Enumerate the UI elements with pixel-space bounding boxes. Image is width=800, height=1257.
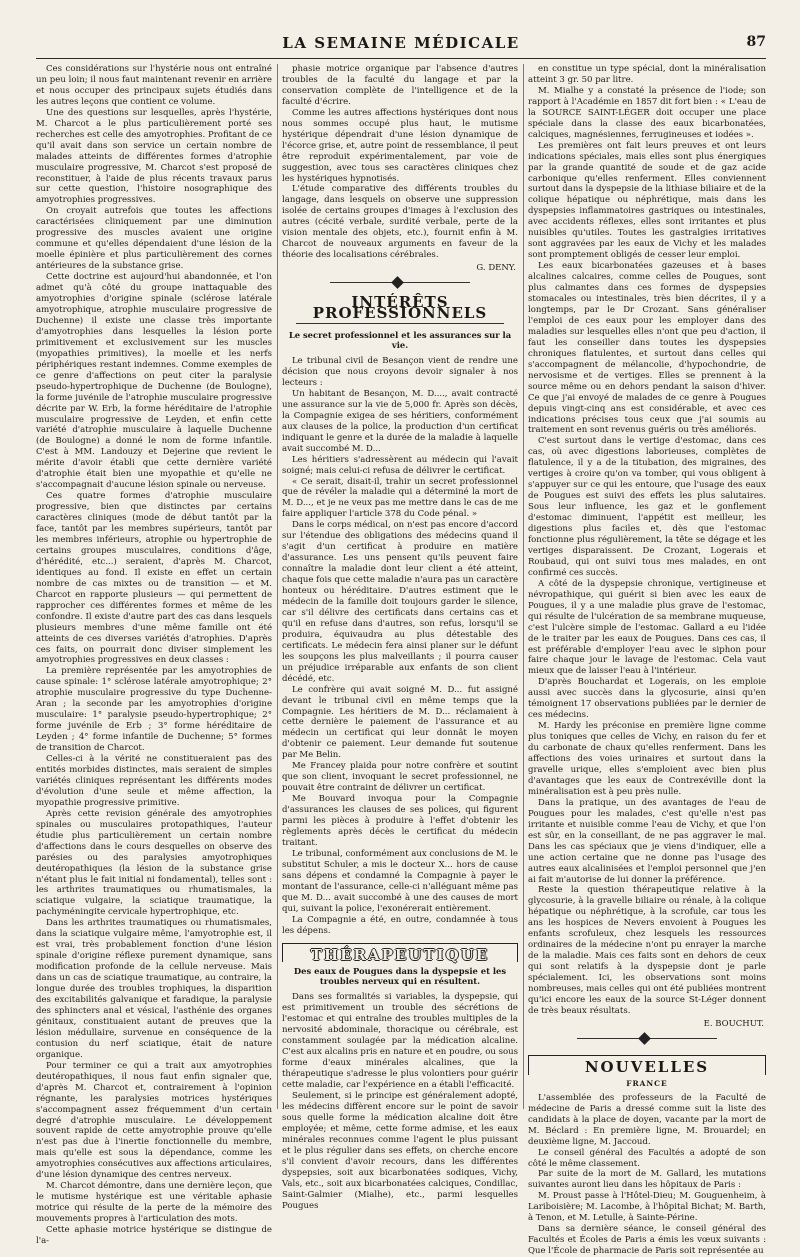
- ornament-divider: [577, 1038, 717, 1049]
- paragraph: Cette aphasie motrice hystérique se distingue de l'a-: [36, 1225, 272, 1246]
- paragraph: Me Francey plaida pour notre confrère et soutint que son client, invoquant le secret professionnel, ne pouvait être contraint de délivrer un certificat.: [282, 761, 518, 794]
- paragraph: Me Bouvard invoqua pour la Compagnie d'assurances les clauses de ses polices, qui figurent parmi les pièces à produire à l'effet d'obtenir les règlements après décès le certificat du médecin traitant.: [282, 794, 518, 848]
- paragraph: phasie motrice organique par l'absence d'autres troubles de la faculté du langage et par la conservation complète de l'intelligence et de la faculté d'écrire.: [282, 64, 518, 107]
- paragraph: La Compagnie a été, en outre, condamnée à tous les dépens.: [282, 914, 518, 936]
- paragraph: Seulement, si le principe est généralement adopté, les médecins diffèrent encore sur le point de savoir sous quelle forme la médication alcaline doit être employée; et même, cette forme admise, et les eaux minérales reconnues comme l'agent le plus puissant et le plus régulier dans ses effets, on cherche encore s'il convient d'avoir recours, dans les différentes dyspepsies, soit aux bicarbonatées sodiques, Vichy, Vals, etc., soit aux bicarbonatées calciques, Condillac, Saint-Galmier (Mialhe), etc., parmi lesquelles Pougues: [282, 1091, 518, 1211]
- paragraph: Le tribunal, conformément aux conclusions de M. le substitut Schuler, a mis le docteur X... hors de cause sans dépens et condamné la Compagnie à payer le montant de l'assurance, celle-ci n'alléguant même pas que M. D... avait succombé à une des causes de mort qui, suivant la police, l'exonérerait entièrement.: [282, 848, 518, 914]
- paragraph: Ces considérations sur l'hystérie nous ont entraîné un peu loin; il nous faut maintenant revenir en arrière et nous occuper des principaux sujets étudiés dans les autres leçons que contient ce volume.: [36, 64, 272, 107]
- paragraph: Dans le corps médical, on n'est pas encore d'accord sur l'étendue des obligations des médecins quand il s'agit d'un certificat à produire en matière d'assurance. Les uns pensent qu'ils peuvent faire connaître la maladie dont leur client a été atteint, chaque fois que cette maladie n'aura pas un caractère honteux ou héréditaire. D'autres estiment que le médecin de la famille doit toujours garder le silence, car s'il délivre des certificats dans certains cas et qu'il en refuse dans d'autres, son refus, lorsqu'il se produira, équivaudra au plus détestable des certificats. Le médecin fera ainsi planer sur le défunt les soupçons les plus malveillants ; il pourra causer un préjudice irréparable aux enfants de son client décédé, etc.: [282, 520, 518, 684]
- column-3: [528, 64, 766, 1257]
- article-signature: E. BOUCHUT.: [703, 1018, 764, 1029]
- paragraph: Dans ses formalités si variables, la dyspepsie, qui est primitivement un trouble des sécrétions de l'estomac et qui entraîne des troubles multiples de la nervosité abdominale, thoracique ou cérébrale, est constamment soulagée par la médication alcaline. C'est aux alcalins pris en nature et en poudre, ou sous forme d'eaux minérales alcalines, que la thérapeutique s'adresse le plus volontiers pour guérir cette maladie, car l'expérience en a établi l'efficacité.: [282, 992, 518, 1091]
- paragraph: Dans la pratique, un des avantages de l'eau de Pougues pour les malades, c'est qu'elle n'est pas irritante et nuisible comme l'eau de Vichy, et que l'on est sûr, en la conseillant, de ne pas aggraver le mal. Dans les cas spéciaux que je viens d'indiquer, elle a une action certaine que ne donne pas l'usage des autres eaux alcalinisées et l'emploi personnel que j'en ai fait m'autorise de lui donner la préférence.: [528, 797, 766, 885]
- article-title: Le secret professionnel et les assurances sur la vie.: [288, 330, 512, 351]
- paragraph: Les premières ont fait leurs preuves et ont leurs indications spéciales, mais elles sont plus énergiques par la grande quantité de soude et de gaz acide carbonique qu'elles renferment. Elles conviennent surtout dans la dyspepsie de la lithiase biliaire et de la colique hépatique ou néphrétique, mais dans les dyspepsies inflammatoires gastriques ou intestinales, avec accidents réflexes, elles sont irritantes et plus nuisibles qu'utiles. Toutes les gastralgies irritatives sont aggravées par les eaux de Vichy et les malades sont promptement obligés de cesser leur emploi.: [528, 140, 766, 261]
- paragraph: D'après Bouchardat et Logerais, on les emploie aussi avec succès dans la glycosurie, ainsi qu'en témoignent 17 observations publiées par le dernier de ces médecins.: [528, 677, 766, 721]
- paragraph: en constitue un type spécial, dont la minéralisation atteint 3 gr. 50 par litre.: [528, 64, 766, 85]
- paragraph: Après cette revision générale des amyotrophies spinales ou musculaires protopathiques, l'auteur étudie plus particulièrement un certain nombre d'affections dans le cours desquelles on observe des parésies ou des paralysies amyotrophiques deutéropathiques (la lésion de la substance grise n'étant plus le fait initial ni fondamental), telles sont : les arthrites traumatiques ou rhumatismales, la sciatique vulgaire, la sciatique traumatique, la pachyméningite cervicale hypertrophique, etc.: [36, 808, 272, 918]
- paragraph: L'assemblée des professeurs de la Faculté de médecine de Paris a dressé comme suit la liste des candidats à la place de doyen, vacante par la mort de M. Béclard : En première ligne, M. Brouardel; en deuxième ligne, M. Jaccoud.: [528, 1092, 766, 1147]
- paragraph: Un habitant de Besançon, M. D...., avait contracté une assurance sur la vie de 5,000 fr. Après son décès, la Compagnie exigea de ses héritiers, conformément aux clauses de la police, la production d'un certificat indiquant le genre et la durée de la maladie à laquelle avait succombé M. D...: [282, 388, 518, 454]
- article-signature: G. DENY.: [476, 263, 516, 274]
- news-country-heading: FRANCE: [626, 1078, 668, 1088]
- paragraph: A côté de la dyspepsie chronique, vertigineuse et névropathique, qui guérit si bien avec les eaux de Pougues, il y a une maladie plus grave de l'estomac, qui résulte de l'ulcération de sa membrane muqueuse, c'est l'ulcère simple de l'estomac. Gallard a eu l'idée de le traiter par les eaux de Pougues. Dans ces cas, il est préférable d'employer l'eau avec le siphon pour faire chaque jour le lavage de l'estomac. Cela vaut mieux que de laisser l'eau à l'intérieur.: [528, 578, 766, 677]
- paragraph: L'étude comparative des différents troubles du langage, dans lesquels on observe une suppression isolée de certains groupes d'images à l'exclusion des autres (cécité verbale, surdité verbale, perte de la vision mentale des objets, etc.), fournit enfin à M. Charcot de nouveaux arguments en faveur de la théorie des localisations cérébrales.: [282, 184, 518, 261]
- column-divider-1: [277, 64, 278, 1109]
- column-1: [36, 64, 272, 1246]
- section-rule: [296, 323, 504, 324]
- paragraph: Ces quatre formes d'atrophie musculaire progressive, bien que distinctes par certains caractères cliniques (mode de début tantôt par la face, tantôt par les membres supérieurs, tantôt par les membres inférieurs, atrophie ou hypertrophie de certains groupes musculaires, conditions d'âge, d'hérédité, etc...) seraient, d'après M. Charcot, identiques au fond. Il existe en effet un certain nombre de cas mixtes ou de transition — et M. Charcot en rapporte plusieurs — qui permettent de rapprocher ces différentes formes et même de les confondre. Il existe d'autre part des cas dans lesquels plusieurs membres d'une même famille ont été atteints de ces diverses variétés d'atrophies. D'après ces faits, on pourrait donc diviser simplement les amyotrophies progressives en deux classes :: [36, 491, 272, 666]
- paragraph: Par suite de la mort de M. Gallard, les mutations suivantes auront lieu dans les hôpitaux de Paris :: [528, 1169, 766, 1191]
- section-title: INTÉRÊTS PROFESSIONNELS: [312, 293, 488, 323]
- paragraph: Dans les arthrites traumatiques ou rhumatismales, dans la sciatique vulgaire même, l'amyotrophie est, il est vrai, très probablement fonction d'une lésion spinale d'origine réflexe purement dynamique, sans modification profonde de la cellule nerveuse. Mais dans un cas de sciatique traumatique, au contraire, la longue durée des troubles trophiques, la disparition des excitabilités galvanique et faradique, la paralysie des sphincters anal et vésical, l'asthénie des organes génitaux, constituaient autant de preuves que la lésion médullaire, survenue en conséquence de la contusion du nerf sciatique, était de nature organique.: [36, 918, 272, 1060]
- paragraph: Celles-ci à la vérité ne constitueraient pas des entités morbides distinctes, mais seraient de simples variétés cliniques représentant les différents modes d'évolution d'une seule et même affection, la myopathie progressive primitive.: [36, 754, 272, 808]
- paragraph: Le conseil général des Facultés a adopté de son côté le même classement.: [528, 1147, 766, 1169]
- paragraph: Reste la question thérapeutique relative à la glycosurie, à la gravelle biliaire ou rénale, à la colique hépatique ou néphrétique, à la scrofule, car tous les ans les hospices de Nevers envoient à Pougues les enfants scrofuleux, chez lesquels les ressources ordinaires de la médecine n'ont pu enrayer la marche de la maladie. Mais ces faits sont en dehors de ceux qui sont relatifs à la dyspepsie dont je parle spécialement. Ici, les observations sont moins nombreuses, mais celles qui ont été publiées montrent qu'ici encore les eaux de la source St-Léger donnent de très beaux résultats.: [528, 885, 766, 1016]
- paragraph: Cette doctrine est aujourd'hui abandonnée, et l'on admet qu'à côté du groupe inattaquable des amyotrophies d'origine spinale (sclérose latérale amyotrophique, atrophie musculaire progressive de Duchenne) il existe une classe très importante d'amyotrophies dans lesquelles la lésion porte primitivement et exclusivement sur les muscles (myopathies primitives), la moelle et les nerfs périphériques restant indemnes. Comme exemples de ce genre d'affections on peut citer la paralysie pseudo-hypertrophique de Duchenne (de Boulogne), la forme juvénile de l'atrophie musculaire progressive décrite par W. Erb, la forme héréditaire de l'atrophie musculaire progressive de Leyden, et enfin cette variété d'atrophie musculaire à laquelle Duchenne (de Boulogne) a donné le nom de forme infantile. C'est à MM. Landouzy et Dejerine que revient le mérite d'avoir établi que cette dernière variété d'atrophie était bien une myopathie et qu'elle ne s'accompagnait d'aucune lésion spinale ou nerveuse.: [36, 272, 272, 491]
- article-title: Des eaux de Pougues dans la dyspepsie et les troubles nerveux qui en résultent.: [293, 966, 507, 987]
- paragraph: Le tribunal civil de Besançon vient de rendre une décision que nous croyons devoir signaler à nos lecteurs :: [282, 356, 518, 388]
- column-2: [282, 64, 518, 1211]
- paragraph: Dans sa dernière séance, le conseil général des Facultés et Écoles de Paris a émis les vœux suivants : Que l'École de pharmacie de Paris soit représentée au: [528, 1224, 766, 1257]
- paragraph: M. Mialhe y a constaté la présence de l'iode; son rapport à l'Académie en 1857 dit fort bien : « L'eau de la SOURCE SAINT-LÉGER doit occuper une place spéciale dans la classe des eaux bicarbonatées, calciques, magnésiennes, ferrugineuses et iodées ».: [528, 85, 766, 140]
- page-header: [36, 30, 766, 59]
- paragraph: M. Hardy les préconise en première ligne comme plus toniques que celles de Vichy, en raison du fer et du carbonate de chaux qu'elles renferment. Dans les affections des voies urinaires et surtout dans la gravelle urique, elles s'emploient avec bien plus d'avantages que les eaux de Contrexéville dont la minéralisation est à peu près nulle.: [528, 721, 766, 797]
- ornament-divider: [330, 282, 470, 293]
- paragraph: On croyait autrefois que toutes les affections caractérisées cliniquement par une diminution progressive des muscles avaient une origine commune et qu'elles dépendaient d'une lésion de la moelle épinière et plus particulièrement des cornes antérieures de la substance grise.: [36, 206, 272, 272]
- paragraph: « Ce serait, disait-il, trahir un secret professionnel que de révéler la maladie qui a déterminé la mort de M. D..., et je ne veux pas me mettre dans le cas de me faire appliquer l'article 378 du Code pénal. »: [282, 476, 518, 520]
- paragraph: Pour terminer ce qui a trait aux amyotrophies deutéropathiques, il nous faut enfin signaler que, d'après M. Charcot et, contrairement à l'opinion régnante, les paralysies motrices hystériques s'accompagnent assez fréquemment d'un certain degré d'atrophie musculaire. Le développement souvent rapide de cette amyotrophie prouve qu'elle n'est pas due à l'inertie fonctionnelle du membre, mais qu'elle est sous la dépendance, comme les amyotrophies consécutives aux affections articulaires, d'une lésion dynamique des centres nerveux.: [36, 1060, 272, 1181]
- paragraph: Le confrère qui avait soigné M. D... fut assigné devant le tribunal civil en même temps que la Compagnie. Les héritiers de M. D... réclamaient à cette dernière le paiement de l'assurance et au médecin un certificat qui leur donnât le moyen d'obtenir ce paiement. Leur demande fut soutenue par Me Belin.: [282, 684, 518, 761]
- paragraph: La première représentée par les amyotrophies de cause spinale: 1° sclérose latérale amyotrophique; 2° atrophie musculaire progressive du type Duchenne-Aran ; la seconde par les amyotrophies d'origine musculaire: 1° paralysie pseudo-hypertrophique; 2° forme juvénile de Erb ; 3° forme héréditaire de Leyden ; 4° forme infantile de Duchenne; 5° formes de transition de Charcot.: [36, 666, 272, 754]
- paragraph: C'est surtout dans le vertige d'estomac, dans ces cas, où avec digestions laborieuses, complètes de flatulence, il y a de la titubation, des migraines, des vertiges à croire qu'on va tomber, qui vous obligent à s'appuyer sur ce qui les entoure, que l'usage des eaux de Pougues est suivi des effets les plus salutaires. Sous leur influence, les gaz et le gonflement d'estomac diminuent, l'appétit est meilleur, les digestions plus faciles et, dès que l'estomac fonctionne plus régulièrement, la tête se dégage et les vertiges disparaissent. De Crozant, Logerais et Roubaud, qui ont suivi tous mes malades, en ont confirmé ces succès.: [528, 436, 766, 578]
- column-divider-2: [523, 64, 524, 1109]
- section-title: NOUVELLES: [528, 1055, 766, 1075]
- paragraph: Comme les autres affections hystériques dont nous nous sommes occupé plus haut, le mutisme hystérique dépendrait d'une lésion dynamique de l'écorce grise, et, autre point de ressemblance, il peut être reproduit expérimentalement, par voie de suggestion, avec tous ses caractères cliniques chez les hystériques hypnotisés.: [282, 107, 518, 184]
- page-number: 87: [746, 34, 766, 50]
- paragraph: M. Proust passe à l'Hôtel-Dieu; M. Gouguenheim, à Lariboisière; M. Lacombe, à l'hôpital Bichat; M. Barth, à Tenon, et M. Letulle, à Sainte-Périne.: [528, 1191, 766, 1224]
- paragraph: Une des questions sur lesquelles, après l'hystérie, M. Charcot a le plus particulièrement porté ses recherches est celle des amyotrophies. Profitant de ce qu'il avait dans son service un certain nombre de malades atteints de différentes formes d'atrophie musculaire progressive, M. Charcot s'est proposé de reconstituer, à l'aide de plus récents travaux parus sur cette question, l'histoire nosographique des amyotrophies progressives.: [36, 107, 272, 206]
- paragraph: M. Charcot démontre, dans une dernière leçon, que le mutisme hystérique est une véritable aphasie motrice qui résulte de la perte de la mémoire des mouvements propres à l'articulation des mots.: [36, 1181, 272, 1225]
- paragraph: Les eaux bicarbonatées gazeuses et à bases alcalines calcaires, comme celles de Pougues, sont plus calmantes dans ces formes de dyspepsies stomacales ou intestinales, très bien décrites, il y a longtemps, par le Dr Crozant. Sans généraliser l'emploi de ces eaux pour les employer dans des maladies sur lesquelles elles n'ont que peu d'action, il faut les conseiller dans toutes les dyspepsies chroniques flatulentes, et surtout dans celles qui s'accompagnent de mélancolie, d'hypochondrie, de nervosisme et de vertiges. Elles se prennent à la source même ou en dehors pendant la saison d'hiver. Ce que j'ai envoyé de malades de ce genre à Pougues depuis vingt-cinq ans est considérable, et avec ces indications précises tous ceux que j'ai soumis au traitement en sont revenus guéris ou très améliorés.: [528, 261, 766, 436]
- running-title: LA SEMAINE MÉDICALE: [282, 34, 520, 52]
- paragraph: Les héritiers s'adressèrent au médecin qui l'avait soigné; mais celui-ci refusa de délivrer le certificat.: [282, 454, 518, 476]
- section-title: THÉRAPEUTIQUE: [282, 943, 518, 963]
